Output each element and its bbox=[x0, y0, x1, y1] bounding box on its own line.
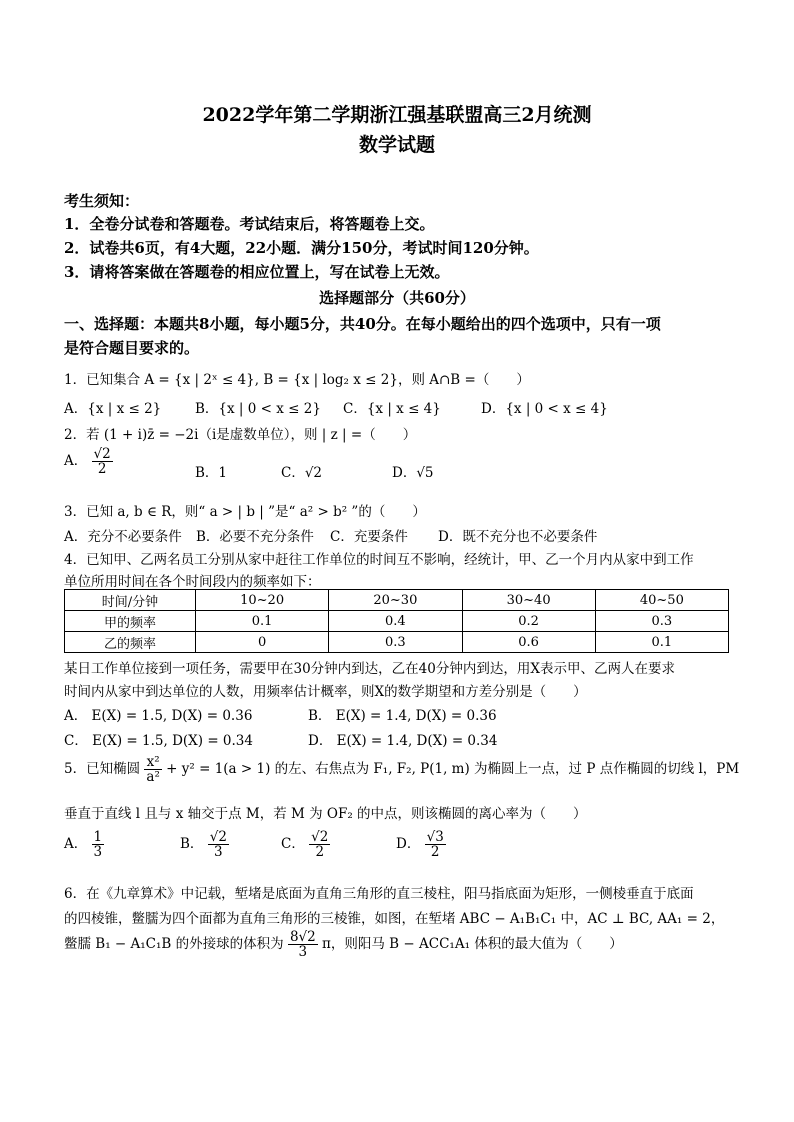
q1-option-b: B．{x | 0 < x ≤ 2} bbox=[195, 401, 321, 417]
q4-after-line1: 某日工作单位接到一项任务，需要甲在30分钟内到达，乙在40分钟内到达，用X表示甲、乙两人在要求 bbox=[64, 661, 675, 677]
q5-option-c-label: C． bbox=[281, 836, 305, 853]
q2-option-a-denominator: 2 bbox=[97, 461, 107, 478]
q5-option-a-denominator: 3 bbox=[93, 844, 103, 861]
q5-option-a bbox=[64, 830, 104, 859]
q2-option-a-numerator: √2 bbox=[93, 446, 111, 462]
q5-option-d-numerator: √3 bbox=[426, 829, 444, 845]
q5-option-a-numerator: 1 bbox=[93, 829, 103, 845]
q4-option-b: B． E(X) = 1.4, D(X) = 0.36 bbox=[308, 708, 497, 724]
q6-stem-line1: 6．在《九章算术》中记载，堑堵是底面为直角三角形的直三棱柱，阳马指底面为矩形，一侧棱垂直于底面 bbox=[64, 886, 694, 902]
q5-stem-line2: 垂直于直线 l 且与 x 轴交于点 M，若 M 为 OF₂ 的中点，则该椭圆的离心率为（ ） bbox=[64, 806, 587, 822]
q5-option-a-fraction bbox=[92, 830, 105, 859]
q6-stem-line3-post: π，则阳马 B − ACC₁A₁ 体积的最大值为（ ） bbox=[322, 936, 623, 953]
q6-fraction-denominator: 3 bbox=[298, 944, 308, 961]
q4-stem-line1: 4．已知甲、乙两名员工分别从家中赶往工作单位的时间互不影响，经统计，甲、乙一个月内从家中到工作 bbox=[64, 552, 694, 568]
table-cell: 0.4 bbox=[329, 611, 462, 632]
q2-option-b: B．1 bbox=[195, 465, 228, 481]
q2-option-a-fraction bbox=[92, 447, 113, 476]
q6-stem-line3-pre: 鳖臑 B₁ − A₁C₁B 的外接球的体积为 bbox=[64, 936, 284, 953]
q6-fraction bbox=[288, 930, 318, 959]
q5-option-b-denominator: 3 bbox=[214, 844, 223, 861]
notice-item-3: 3．请将答案做在答题卷的相应位置上，写在试卷上无效。 bbox=[64, 263, 450, 281]
table-cell: 0.3 bbox=[329, 632, 462, 653]
frequency-table bbox=[64, 589, 729, 653]
exam-title: 2022学年第二学期浙江强基联盟高三2月统测 bbox=[202, 104, 592, 126]
table-row bbox=[65, 611, 729, 632]
section-title: 选择题部分（共60分） bbox=[319, 289, 475, 307]
notice-item-1: 1．全卷分试卷和答题卷。考试结束后，将答题卷上交。 bbox=[64, 215, 435, 233]
q5-option-b bbox=[180, 830, 229, 859]
q2-option-d: D．√5 bbox=[392, 465, 434, 481]
q5-fraction-denominator: a² bbox=[146, 769, 160, 786]
q5-fraction-numerator: x² bbox=[144, 755, 161, 770]
table-header-row bbox=[65, 590, 729, 611]
q1-option-c: C．{x | x ≤ 4} bbox=[343, 401, 441, 417]
q5-stem bbox=[64, 755, 739, 784]
q4-option-d: D． E(X) = 1.4, D(X) = 0.34 bbox=[308, 733, 498, 749]
q4-after-line2: 时间内从家中到达单位的人数，用频率估计概率，则X的数学期望和方差分别是（ ） bbox=[64, 684, 587, 700]
table-cell: 乙的频率 bbox=[65, 632, 196, 653]
q5-option-b-label: B． bbox=[180, 836, 204, 853]
table-cell: 0.3 bbox=[595, 611, 728, 632]
table-header-cell: 40~50 bbox=[595, 590, 728, 611]
section-instruction-1: 一、选择题：本题共8小题，每小题5分，共40分。在每小题给出的四个选项中，只有一项 bbox=[64, 315, 661, 333]
q5-option-c-fraction bbox=[309, 830, 330, 859]
table-row bbox=[65, 632, 729, 653]
table-header-cell: 10~20 bbox=[196, 590, 329, 611]
q5-option-d-denominator: 2 bbox=[430, 844, 440, 861]
q5-option-a-label: A． bbox=[64, 836, 88, 853]
q5-option-c-numerator: √2 bbox=[311, 829, 329, 845]
q1-stem: 1．已知集合 A = {x | 2ˣ ≤ 4}, B = {x | log₂ x ≤ 2}，则 A∩B =（ ） bbox=[64, 372, 530, 388]
q3-option-d: D．既不充分也不必要条件 bbox=[438, 529, 598, 545]
q5-fraction bbox=[144, 755, 161, 784]
q2-stem: 2．若 (1 + i)z̄ = −2i（i是虚数单位），则 | z | =（ ） bbox=[64, 427, 417, 443]
q5-option-c bbox=[281, 830, 330, 859]
q6-stem-line2: 的四棱锥，鳖臑为四个面都为直角三角形的三棱锥，如图，在堑堵 ABC − A₁B₁C₁ 中，AC ⊥ BC, AA₁ = 2， bbox=[64, 911, 725, 927]
q5-option-d bbox=[396, 830, 446, 859]
q6-fraction-numerator: 8√2 bbox=[289, 929, 316, 945]
q1-option-d: D．{x | 0 < x ≤ 4} bbox=[481, 401, 608, 417]
q4-option-c: C． E(X) = 1.5, D(X) = 0.34 bbox=[64, 733, 253, 749]
q3-option-c: C．充要条件 bbox=[330, 529, 408, 545]
q2-option-a-label: A． bbox=[64, 453, 88, 470]
notice-item-2: 2．试卷共6页，有4大题，22小题．满分150分，考试时间120分钟。 bbox=[64, 239, 539, 257]
table-header-cell: 时间/分钟 bbox=[65, 590, 196, 611]
table-cell: 0 bbox=[196, 632, 329, 653]
q2-option-c: C．√2 bbox=[281, 465, 323, 481]
table-cell: 0.1 bbox=[595, 632, 728, 653]
notice-heading: 考生须知： bbox=[64, 192, 140, 210]
table-cell: 0.6 bbox=[462, 632, 595, 653]
q5-stem-pre: 5．已知椭圆 bbox=[64, 761, 141, 778]
table-header-cell: 20~30 bbox=[329, 590, 462, 611]
section-instruction-2: 是符合题目要求的。 bbox=[64, 339, 200, 357]
q1-option-a: A．{x | x ≤ 2} bbox=[64, 401, 162, 417]
q5-option-b-fraction bbox=[208, 830, 229, 859]
q5-option-b-numerator: √2 bbox=[209, 829, 227, 845]
q4-stem-line2: 单位所用时间在各个时间段内的频率如下： bbox=[64, 574, 321, 590]
q3-option-b: B．必要不充分条件 bbox=[196, 529, 314, 545]
q2-option-a bbox=[64, 447, 113, 476]
q5-option-d-label: D． bbox=[396, 836, 421, 853]
exam-subtitle: 数学试题 bbox=[358, 134, 435, 156]
table-cell: 0.2 bbox=[462, 611, 595, 632]
q5-stem-post: + y² = 1(a > 1) 的左、右焦点为 F₁, F₂, P(1, m) 为椭圆上一点，过 P 点作椭圆的切线 l，PM bbox=[166, 761, 740, 778]
q5-option-d-fraction bbox=[425, 830, 446, 859]
q3-option-a: A．充分不必要条件 bbox=[64, 529, 182, 545]
table-header-cell: 30~40 bbox=[462, 590, 595, 611]
q6-stem-line3 bbox=[64, 930, 623, 959]
table-cell: 0.1 bbox=[196, 611, 329, 632]
q4-option-a: A． E(X) = 1.5, D(X) = 0.36 bbox=[64, 708, 253, 724]
q3-stem: 3．已知 a, b ∈ R，则“ a > | b | ”是“ a² > b² ”的（ ） bbox=[64, 504, 426, 520]
table-cell: 甲的频率 bbox=[65, 611, 196, 632]
q5-option-c-denominator: 2 bbox=[315, 844, 325, 861]
